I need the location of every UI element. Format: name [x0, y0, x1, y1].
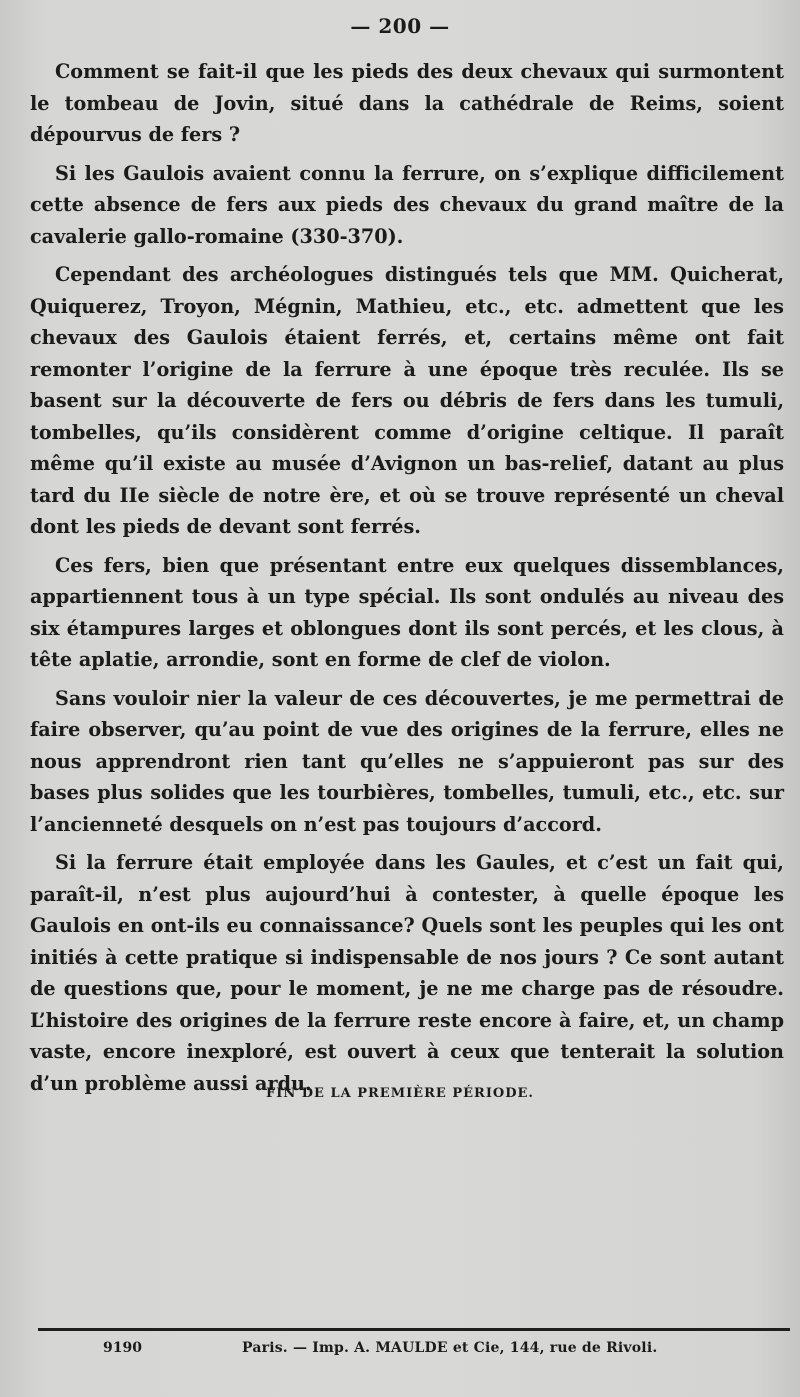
section-end-title: FIN DE LA PREMIÈRE PÉRIODE. — [266, 1086, 534, 1101]
paragraph-6: Si la ferrure était employée dans les Gaules, et c’est un fait qui, paraît-il, n’est plus aujourd’hui à contester, à quelle époque les Gaulois en ont-ils eu connaissance? Quels sont les peuples qui les ont initiés à cette pratique si indispensable de nos jours ? Ce sont autant de questions que, pour le moment, je ne me charge pas de résoudre. L’histoire des origines de la ferrure reste encore à faire, et, un champ vaste, encore inexploré, est ouvert à ceux que tenterait la solution d’un problème aussi ardu. — [30, 851, 784, 1095]
paragraph-2: Si les Gaulois avaient connu la ferrure, on s’explique difficilement cette absence de fers aux pieds des chevaux du grand maître de la cavalerie gallo-romaine (330-370). — [30, 161, 784, 248]
body-text — [30, 56, 784, 1106]
paragraph-3: Cependant des archéologues distingués tels que MM. Quicherat, Quiquerez, Troyon, Mégnin, Mathieu, etc., etc. admettent que les chevaux des Gaulois étaient ferrés, et, certains même ont fait remonter l’origine de la ferrure à une époque très reculée. Ils se basent sur la découverte de fers ou débris de fers dans les tumuli, tombelles, qu’ils considèrent comme d’origine celtique. Il paraît même qu’il existe au musée d’Avignon un bas-relief, datant au plus tard du IIe siècle de notre ère, et où se trouve représenté un cheval dont les pieds de devant sont ferrés. — [30, 263, 784, 538]
footer-rule — [38, 1328, 790, 1331]
footer-printer-imprint: Paris. — Imp. A. MAULDE et Cie, 144, rue de Rivoli. — [242, 1340, 658, 1356]
paragraph-1: Comment se fait-il que les pieds des deux chevaux qui surmontent le tombeau de Jovin, situé dans la cathédrale de Reims, soient dépourvus de fers ? — [30, 60, 784, 146]
paragraph-4: Ces fers, bien que présentant entre eux quelques dissemblances, appartiennent tous à un type spécial. Ils sont ondulés au niveau des six étampures larges et oblongues dont ils sont percés, et les clous, à tête aplatie, arrondie, sont en forme de clef de violon. — [30, 553, 784, 671]
paragraph-5: Sans vouloir nier la valeur de ces découvertes, je me permettrai de faire observer, qu’au point de vue des origines de la ferrure, elles ne nous apprendront rien tant qu’elles ne s’appuieront pas sur des bases plus solides que les tourbières, tombelles, tumuli, etc., etc. sur l’ancienneté desquels on n’est pas toujours d’accord. — [30, 686, 784, 836]
page-number: — 200 — — [350, 14, 450, 38]
footer-job-number: 9190 — [103, 1340, 142, 1356]
